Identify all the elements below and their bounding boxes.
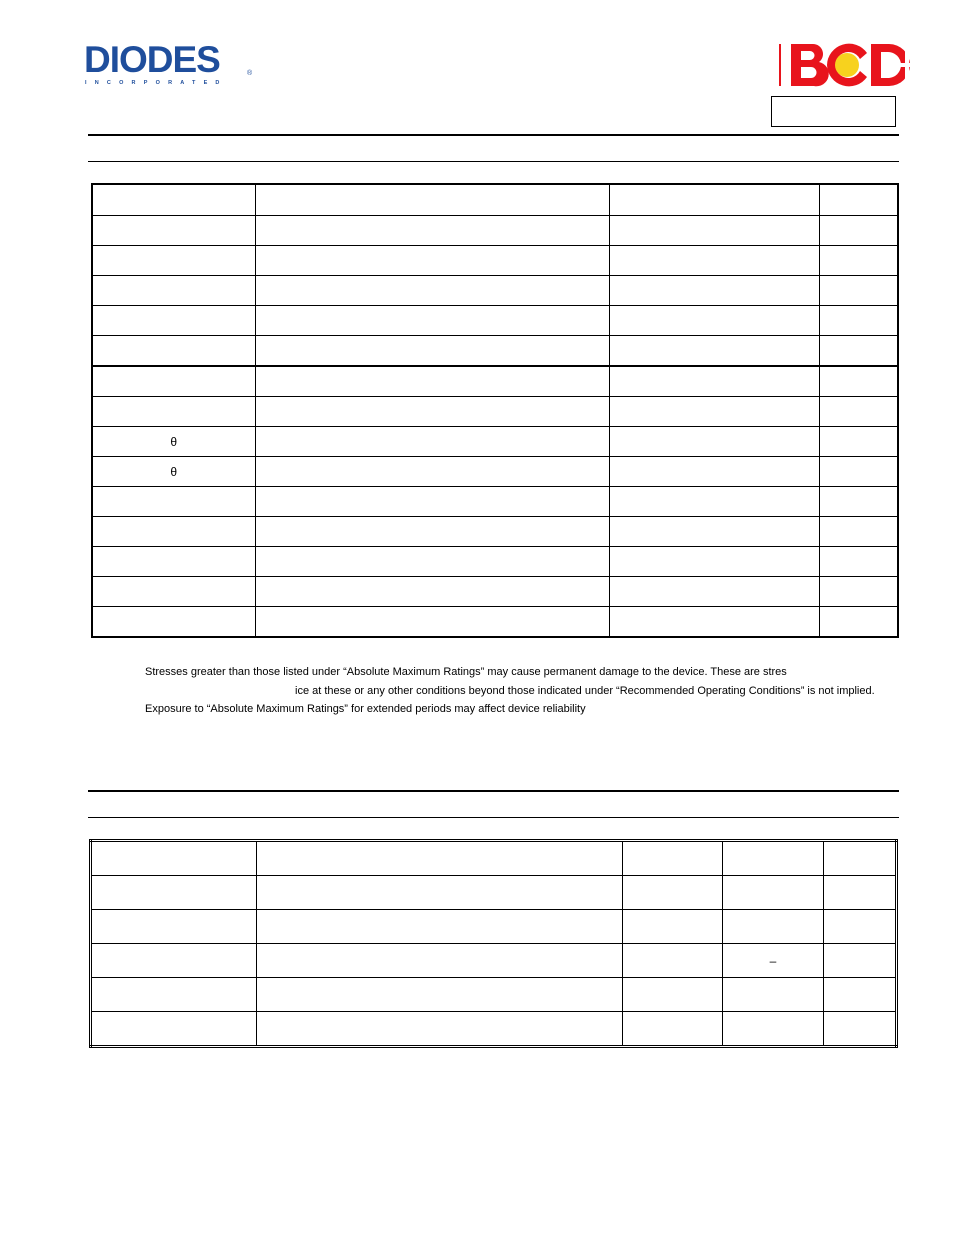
abs-max-cell — [609, 577, 819, 607]
diodes-logo-word: DIODES — [84, 39, 220, 80]
abs-max-cell — [255, 457, 609, 487]
abs-max-cell — [255, 366, 609, 397]
abs-max-row — [92, 427, 898, 457]
abs-max-cell — [819, 457, 898, 487]
abs-max-cell — [255, 216, 609, 246]
note-line-3: Exposure to “Absolute Maximum Ratings” for extended periods may affect device reliability — [145, 703, 586, 715]
recommended-row — [91, 1012, 897, 1047]
recommended-cell — [622, 876, 722, 910]
recommended-cell — [622, 978, 722, 1012]
recommended-cell — [823, 876, 896, 910]
recommended-title-underline — [88, 817, 899, 818]
recommended-cell — [823, 944, 896, 978]
abs-max-cell — [819, 517, 898, 547]
recommended-operating-conditions-table — [89, 839, 898, 1048]
abs-max-row — [92, 276, 898, 306]
abs-max-row — [92, 366, 898, 397]
recommended-cell — [622, 910, 722, 944]
abs-max-cell — [609, 457, 819, 487]
abs-max-cell: θ — [92, 427, 255, 457]
abs-max-cell — [609, 276, 819, 306]
recommended-cell — [723, 910, 823, 944]
abs-max-cell — [255, 336, 609, 367]
abs-max-cell — [819, 397, 898, 427]
abs-max-cell — [255, 246, 609, 276]
abs-max-cell — [255, 577, 609, 607]
recommended-cell — [823, 841, 896, 876]
abs-max-row — [92, 184, 898, 216]
abs-max-cell — [92, 246, 255, 276]
abs-max-cell — [92, 336, 255, 367]
recommended-cell — [723, 1012, 823, 1047]
abs-max-cell — [819, 276, 898, 306]
recommended-row — [91, 876, 897, 910]
abs-max-cell — [819, 487, 898, 517]
abs-max-cell — [255, 306, 609, 336]
header-divider — [88, 134, 899, 136]
recommended-cell — [91, 978, 257, 1012]
abs-max-cell — [255, 276, 609, 306]
recommended-cell — [622, 1012, 722, 1047]
abs-max-cell — [819, 246, 898, 276]
abs-max-cell — [609, 184, 819, 216]
abs-max-cell: θ — [92, 457, 255, 487]
recommended-cell — [256, 841, 622, 876]
abs-max-cell — [609, 306, 819, 336]
abs-max-cell — [819, 306, 898, 336]
absolute-maximum-ratings-table — [91, 183, 899, 638]
abs-max-row — [92, 246, 898, 276]
recommended-row — [91, 910, 897, 944]
recommended-cell — [823, 978, 896, 1012]
recommended-cell — [723, 876, 823, 910]
recommended-cell — [256, 978, 622, 1012]
abs-max-cell — [92, 547, 255, 577]
recommended-cell — [256, 910, 622, 944]
recommended-cell — [823, 1012, 896, 1047]
recommended-row — [91, 978, 897, 1012]
abs-max-cell — [819, 216, 898, 246]
recommended-cell — [256, 944, 622, 978]
abs-max-cell — [92, 216, 255, 246]
abs-max-cell — [819, 547, 898, 577]
recommended-row — [91, 944, 897, 978]
abs-max-cell — [255, 547, 609, 577]
abs-max-cell — [609, 246, 819, 276]
recommended-cell — [723, 978, 823, 1012]
abs-max-cell — [255, 397, 609, 427]
abs-max-cell — [255, 184, 609, 216]
recommended-cell — [256, 1012, 622, 1047]
recommended-cell — [91, 944, 257, 978]
recommended-row — [91, 841, 897, 876]
recommended-cell — [91, 910, 257, 944]
section-divider — [88, 790, 899, 792]
abs-max-cell — [255, 607, 609, 638]
abs-max-cell — [255, 427, 609, 457]
abs-max-cell — [609, 366, 819, 397]
note-line-2: ice at these or any other conditions beyond those indicated under “Recommended Operating Conditions” is not implied. — [295, 684, 875, 697]
recommended-cell — [622, 841, 722, 876]
abs-max-title-underline — [88, 161, 899, 162]
abs-max-row — [92, 577, 898, 607]
recommended-cell — [622, 944, 722, 978]
abs-max-row — [92, 517, 898, 547]
abs-max-row — [92, 457, 898, 487]
abs-max-cell — [92, 607, 255, 638]
abs-max-cell — [819, 427, 898, 457]
abs-max-cell — [92, 306, 255, 336]
abs-max-cell — [609, 547, 819, 577]
abs-max-cell — [92, 517, 255, 547]
abs-max-cell — [609, 216, 819, 246]
abs-max-row — [92, 336, 898, 367]
diodes-logo-subtitle: INCORPORATED — [85, 80, 228, 86]
abs-max-cell — [92, 397, 255, 427]
abs-max-note — [145, 663, 890, 719]
abs-max-cell — [609, 517, 819, 547]
part-number-box — [771, 96, 896, 127]
note-line-1: Stresses greater than those listed under “Absolute Maximum Ratings” may cause permanent damage to the device. These are stres — [145, 666, 787, 678]
recommended-cell — [823, 910, 896, 944]
diodes-logo — [84, 39, 254, 90]
abs-max-row — [92, 547, 898, 577]
abs-max-cell — [609, 607, 819, 638]
abs-max-cell — [609, 427, 819, 457]
abs-max-row — [92, 306, 898, 336]
abs-max-row — [92, 216, 898, 246]
recommended-cell — [256, 876, 622, 910]
abs-max-cell — [819, 184, 898, 216]
abs-max-row — [92, 607, 898, 638]
abs-max-cell — [819, 366, 898, 397]
bcd-logo — [779, 42, 921, 90]
abs-max-cell — [92, 276, 255, 306]
abs-max-cell — [92, 577, 255, 607]
abs-max-cell — [819, 577, 898, 607]
abs-max-cell — [255, 487, 609, 517]
recommended-cell: – — [723, 944, 823, 978]
abs-max-cell — [255, 517, 609, 547]
recommended-cell — [91, 1012, 257, 1047]
recommended-cell — [91, 876, 257, 910]
abs-max-cell — [92, 184, 255, 216]
abs-max-row — [92, 397, 898, 427]
abs-max-cell — [609, 487, 819, 517]
diodes-registered-mark: ® — [247, 70, 253, 77]
recommended-cell — [723, 841, 823, 876]
abs-max-cell — [609, 336, 819, 367]
recommended-cell — [91, 841, 257, 876]
abs-max-row — [92, 487, 898, 517]
abs-max-cell — [92, 366, 255, 397]
abs-max-cell — [819, 336, 898, 367]
abs-max-cell — [609, 397, 819, 427]
abs-max-cell — [92, 487, 255, 517]
abs-max-cell — [819, 607, 898, 638]
